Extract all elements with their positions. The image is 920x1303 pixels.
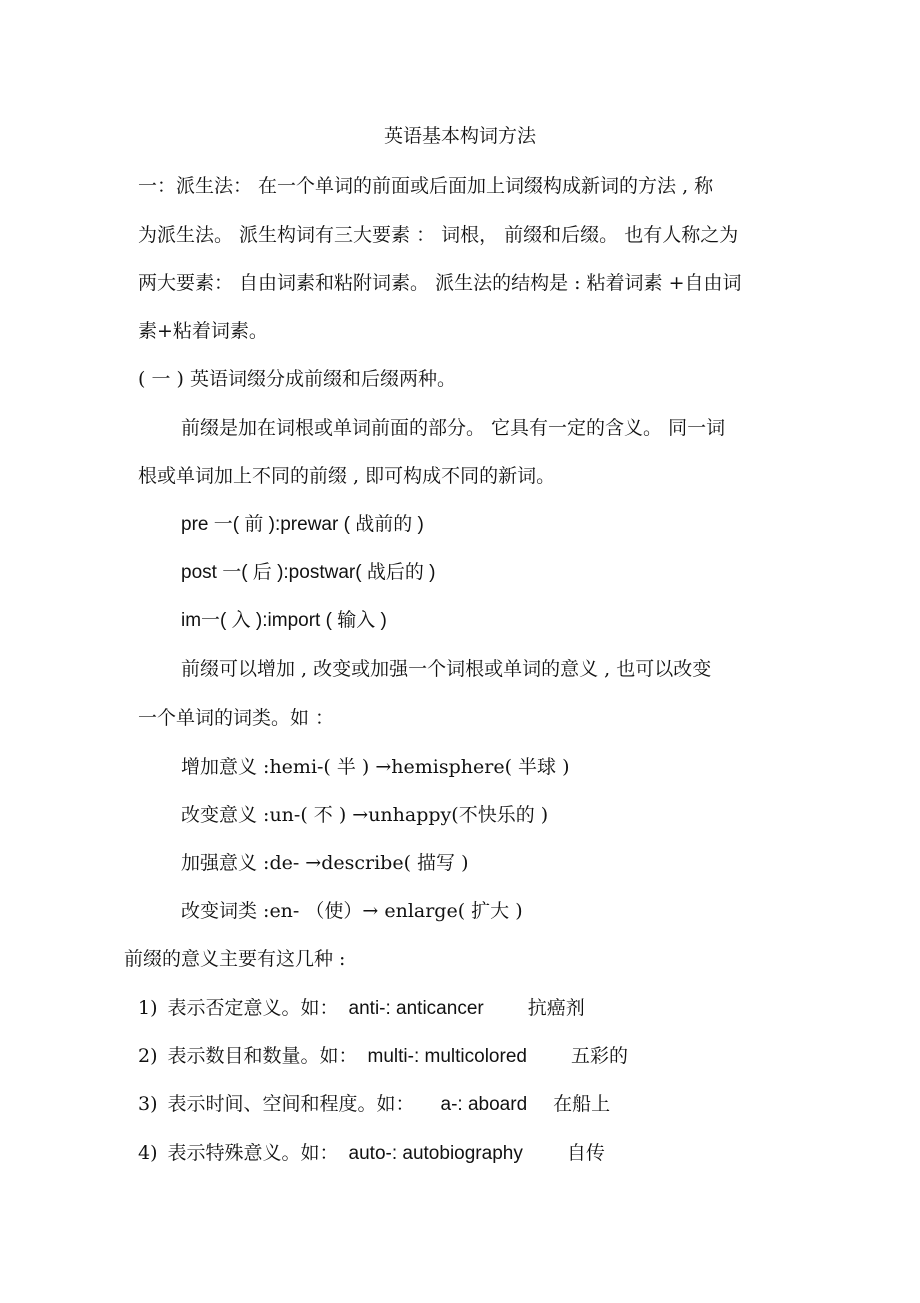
list-item — [138, 1141, 605, 1166]
para1-line1: 一：派生法： 在一个单词的前面或后面加上词缀构成新词的方法 , 称 — [138, 175, 714, 197]
list-item — [138, 1044, 628, 1069]
list-item-example: a-: aboard — [440, 1094, 528, 1115]
list-item-meaning: 五彩的 — [570, 1045, 628, 1067]
para3-line2: 一个单词的词类。如 ： — [138, 707, 335, 729]
example-post: post 一( 后 ):postwar( 战后的 ) — [181, 562, 436, 583]
para2-line2: 根或单词加上不同的前缀 , 即可构成不同的新词。 — [138, 465, 556, 487]
list-item-desc: 表示否定意义。如： — [167, 997, 339, 1019]
para1-line2: 为派生法。 派生构词有三大要素 ： 词根， 前缀和后缀。 也有人称之为 — [138, 224, 739, 246]
example-de: 加强意义 :de- →describe( 描写 ) — [181, 852, 469, 874]
list-item — [138, 1092, 610, 1117]
list-item-number: 1) — [138, 997, 158, 1019]
list-item-meaning: 在船上 — [553, 1093, 611, 1115]
list-item-example: auto-: autobiography — [348, 1143, 523, 1164]
list-intro: 前缀的意义主要有这几种 : — [124, 948, 346, 970]
list-item-meaning: 抗癌剂 — [527, 997, 585, 1019]
list-item — [138, 996, 585, 1021]
example-im: im一( 入 ):import ( 输入 ) — [181, 610, 387, 631]
list-item-desc: 表示数目和数量。如： — [167, 1045, 358, 1067]
example-en: 改变词类 :en- （使）→ enlarge( 扩大 ) — [181, 900, 523, 922]
para1-line3: 两大要素： 自由词素和粘附词素。 派生法的结构是 : 粘着词素 +自由词 — [138, 272, 742, 294]
para3-line1: 前缀可以增加 , 改变或加强一个词根或单词的意义 , 也可以改变 — [181, 658, 712, 680]
list-item-desc: 表示特殊意义。如： — [167, 1142, 339, 1164]
example-hemi: 增加意义 :hemi-( 半 ) →hemisphere( 半球 ) — [181, 756, 570, 778]
para1-line4: 素+粘着词素。 — [138, 320, 268, 342]
example-un: 改变意义 :un-( 不 ) →unhappy(不快乐的 ) — [181, 804, 549, 826]
list-item-number: 2) — [138, 1045, 158, 1067]
list-item-desc: 表示时间、空间和程度。如： — [167, 1093, 415, 1115]
section1-heading: ( 一 ) 英语词缀分成前缀和后缀两种。 — [138, 368, 456, 390]
list-item-number: 3) — [138, 1093, 158, 1115]
list-item-example: anti-: anticancer — [348, 998, 484, 1019]
list-item-example: multi-: multicolored — [367, 1046, 527, 1067]
para2-line1: 前缀是加在词根或单词前面的部分。 它具有一定的含义。 同一词 — [181, 417, 726, 439]
list-item-meaning: 自传 — [566, 1142, 605, 1164]
list-item-number: 4) — [138, 1142, 158, 1164]
document-title: 英语基本构词方法 — [383, 125, 536, 147]
example-pre: pre 一( 前 ):prewar ( 战前的 ) — [181, 514, 424, 535]
